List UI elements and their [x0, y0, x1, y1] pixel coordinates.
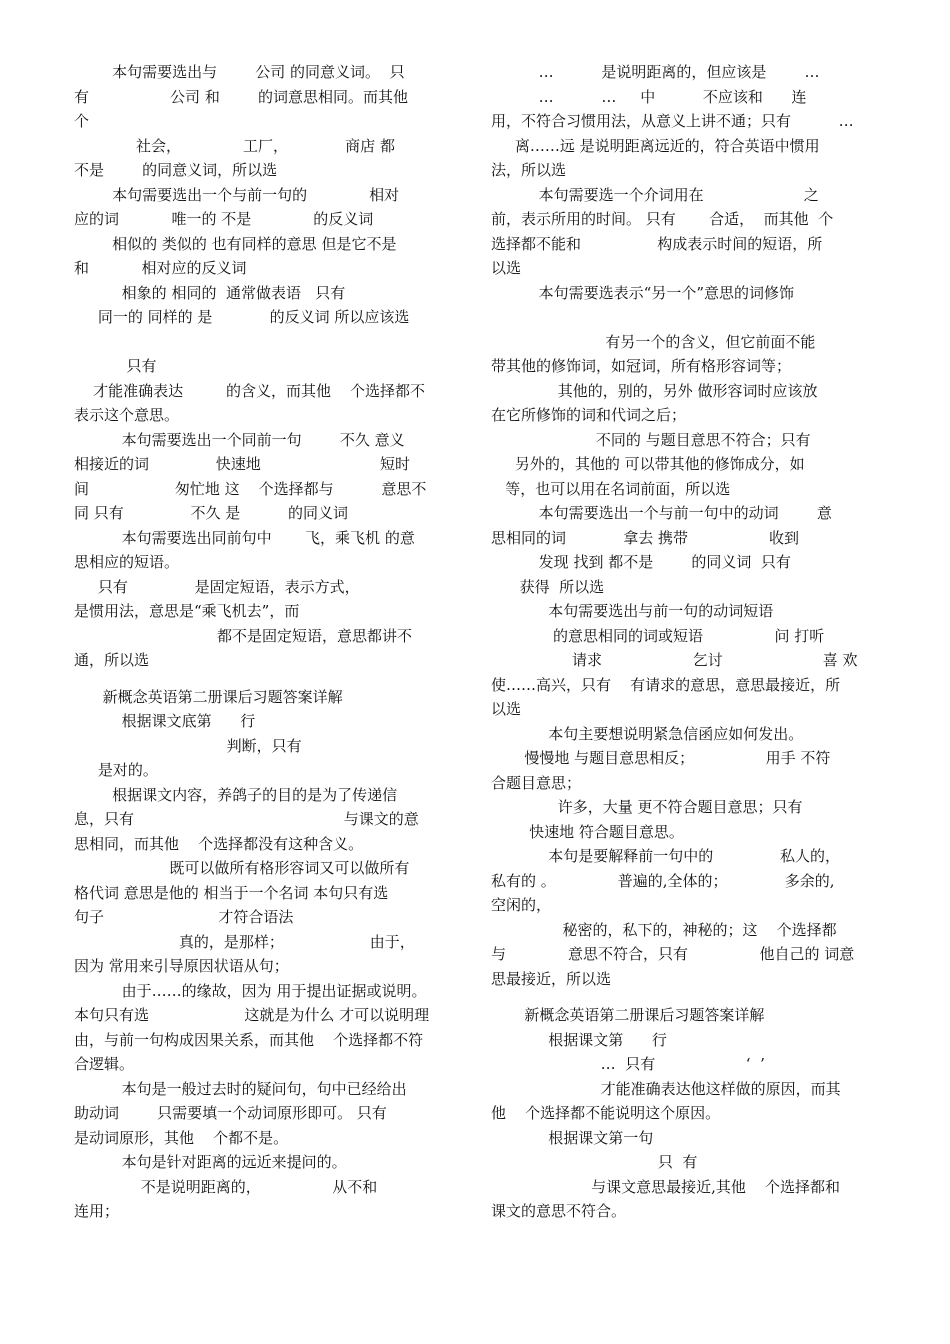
- right-block-2: [491, 1028, 877, 1224]
- text-line: 社会， 工厂， 商店 都: [74, 136, 395, 155]
- text-line: 才能准确表达 的含义，而其他 个选择都不: [74, 381, 426, 400]
- left-block-1: [74, 60, 460, 673]
- text-line: 获得 所以选: [491, 577, 605, 596]
- text-line: 选择都不能和 构成表示时间的短语，所: [491, 234, 823, 253]
- text-line: 不同的 与题目意思不符合；只有: [491, 430, 811, 449]
- text-line: 不是 的同意义词，所以选: [74, 161, 278, 179]
- text-line: 通，所以选: [74, 651, 150, 669]
- text-line: 本句是要解释前一句中的 私人的，: [491, 847, 840, 865]
- text-line: 句子 才符合语法: [74, 908, 294, 926]
- text-line: 空闲的，: [491, 896, 552, 914]
- text-line: 慢慢地 与题目意思相反； 用手 不符: [491, 749, 831, 767]
- text-line: 合逻辑。: [74, 1055, 135, 1073]
- text-line: [491, 305, 877, 330]
- text-line: 其他的，别的，另外 做形容词时应该放: [491, 381, 818, 400]
- text-line: 本句是针对距离的远近来提问的。: [74, 1153, 347, 1171]
- text-line: 本句需要选出同前句中 飞，乘飞机 的意: [74, 528, 415, 547]
- text-line: 相似的 类似的 也有同样的意思 但是它不是: [74, 234, 397, 253]
- right-block-1: [491, 60, 877, 991]
- text-line: 以选: [491, 700, 522, 718]
- text-line: 思相应的短语。: [74, 553, 180, 571]
- text-line: 快速地 符合题目意思。: [491, 822, 684, 841]
- text-line: 课文的意思不符合。: [491, 1202, 627, 1220]
- text-line: 相象的 相同的 通常做表语 只有: [74, 283, 346, 302]
- text-line: 本句需要选出一个与前一句中的动词 意: [491, 504, 832, 522]
- text-line: 离……远 是说明距离远近的，符合英语中惯用: [491, 136, 820, 155]
- text-line: 思最接近，所以选: [491, 969, 612, 988]
- text-line: 用，不符合习惯用法，从意义上讲不通；只有 …: [491, 112, 854, 130]
- right-section-heading: 新概念英语第二册课后习题答案详解: [491, 1006, 765, 1024]
- text-line: 因为 常用来引导原因状语从句；: [74, 957, 289, 975]
- text-line: 前，表示所用的时间。 只有 合适， 而其他 个: [491, 210, 834, 228]
- text-line: 助动词 只需要填一个动词原形即可。 只有: [74, 1104, 387, 1122]
- text-line: 间 匆忙地 这 个选择都与 意思不: [74, 479, 427, 498]
- text-line: 私有的 。 普遍的,全体的； 多余的,: [491, 871, 835, 890]
- text-line: 思相同的词 拿去 携带 收到: [491, 528, 800, 547]
- text-line: 根据课文内容，养鸽子的目的是为了传递信: [74, 785, 398, 804]
- text-line: 本句需要选出一个与前一句的 相对: [74, 185, 400, 204]
- text-line: 既可以做所有格形容词又可以做所有: [74, 859, 410, 877]
- text-line: 请求 乞讨 喜 欢: [491, 651, 858, 669]
- text-line: 判断，只有: [74, 736, 302, 755]
- text-line: 与课文意思最接近,其他 个选择都和: [491, 1177, 840, 1196]
- text-line: 是对的。: [74, 761, 158, 779]
- text-line: 使……高兴，只有 有请求的意思，意思最接近，所: [491, 675, 841, 694]
- text-line: 同 只有 不久 是 的同义词: [74, 504, 348, 522]
- text-line: 不是说明距离的， 从不和: [74, 1177, 378, 1196]
- text-line: 本句主要想说明紧急信函应如何发出。: [491, 724, 804, 743]
- text-line: 只有: [74, 357, 157, 375]
- text-line: … … 中 不应该和 连: [491, 87, 807, 106]
- text-line: 与 意思不符合，只有 他自己的 词意: [491, 945, 855, 963]
- text-line: 本句需要选一个介词用在 之: [491, 185, 819, 204]
- text-line: 带其他的修饰词，如冠词，所有格形容词等；: [491, 357, 792, 375]
- text-line: 合题目意思；: [491, 773, 582, 792]
- text-line: 以选: [491, 259, 522, 277]
- text-line: 连用；: [74, 1202, 120, 1220]
- text-line: 应的词 唯一的 不是 的反义词: [74, 210, 374, 228]
- text-line: 有另一个的含义，但它前面不能: [491, 332, 816, 351]
- text-line: … 是说明距离的，但应该是 …: [491, 63, 820, 81]
- text-line: 本句需要选表示“另一个”意思的词修饰: [491, 283, 795, 302]
- text-line: 本句需要选出与 公司 的同意义词。 只: [74, 63, 405, 81]
- text-line: 秘密的，私下的，神秘的；这 个选择都: [491, 920, 837, 939]
- text-line: 都不是固定短语，意思都讲不: [74, 626, 413, 645]
- text-line: [74, 330, 460, 355]
- text-line: 相接近的词 快速地 短时: [74, 455, 410, 473]
- text-line: 许多，大量 更不符合题目意思；只有: [491, 798, 803, 816]
- text-line: 根据课文底第 行: [74, 712, 256, 730]
- text-line: 真的，是那样； 由于，: [74, 932, 415, 951]
- text-line: 和 相对应的反义词: [74, 259, 247, 277]
- text-line: 是惯用法，意思是“乘飞机去”，而: [74, 602, 300, 620]
- text-line: 本句需要选出一个同前一句 不久 意义: [74, 430, 405, 449]
- text-line: 发现 找到 都不是 的同义词 只有: [491, 553, 791, 571]
- right-column: [491, 60, 877, 1224]
- text-line: 只有 是固定短语，表示方式，: [74, 577, 360, 596]
- left-column: [74, 60, 460, 1224]
- text-line: 根据课文第 行: [491, 1030, 667, 1049]
- text-line: 法，所以选: [491, 161, 567, 179]
- text-line: … 只有 ‘ ’: [491, 1055, 765, 1073]
- text-line: 只 有: [491, 1153, 698, 1171]
- text-line: 有 公司 和 的词意思相同。而其他: [74, 87, 408, 106]
- text-line: 的意思相同的词或短语 问 打听: [491, 626, 825, 645]
- text-line: 才能准确表达他这样做的原因，而其: [491, 1079, 841, 1098]
- text-line: 等，也可以用在名词前面，所以选: [491, 479, 731, 498]
- text-line: 是动词原形，其他 个都不是。: [74, 1128, 289, 1147]
- text-line: 同一的 同样的 是 的反义词 所以应该选: [74, 308, 410, 326]
- left-block-2: [74, 709, 460, 1224]
- text-line: 本句是一般过去时的疑问句，句中已经给出: [74, 1079, 407, 1098]
- text-line: 本句只有选 这就是为什么 才可以说明理: [74, 1006, 430, 1024]
- text-line: 在它所修饰的词和代词之后；: [491, 406, 687, 424]
- text-line: 息，只有 与课文的意: [74, 810, 419, 828]
- text-line: 格代词 意思是他的 相当于一个名词 本句只有选: [74, 883, 389, 902]
- text-line: 由，与前一句构成因果关系，而其他 个选择都不符: [74, 1030, 424, 1049]
- text-line: 由于……的缘故，因为 用于提出证据或说明。: [74, 981, 427, 1000]
- text-line: 个: [74, 112, 90, 130]
- text-line: 思相同，而其他 个选择都没有这种含义。: [74, 834, 364, 853]
- text-line: 根据课文第一句: [491, 1128, 654, 1147]
- text-line: 另外的，其他的 可以带其他的修饰成分，如: [491, 455, 805, 473]
- text-line: 本句需要选出与前一句的动词短语: [491, 602, 774, 620]
- left-section-heading: 新概念英语第二册课后习题答案详解: [74, 687, 343, 706]
- text-line: 表示这个意思。: [74, 406, 180, 424]
- text-line: 他 个选择都不能说明这个原因。: [491, 1104, 721, 1122]
